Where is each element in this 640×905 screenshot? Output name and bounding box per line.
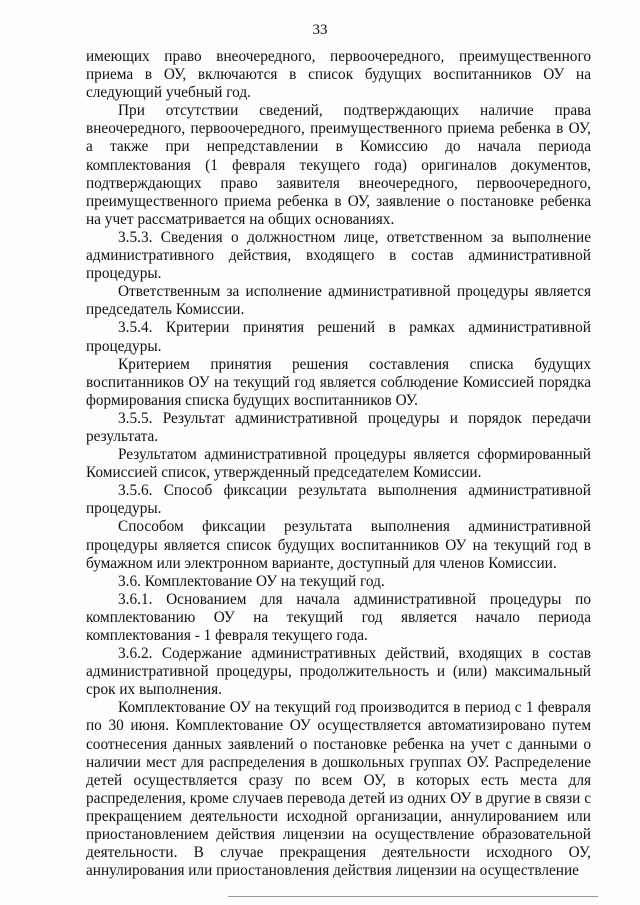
paragraph: Результатом административной процедуры является сформированный Комиссией список, утвержденный председателем Комиссии. <box>86 446 591 482</box>
paragraph: Комплектование ОУ на текущий год производится в период с 1 февраля по 30 июня. Комплектование ОУ осуществляется автоматизировано путем соотнесения данных заявлений о постановке ребенка на учет с данными о наличии мест для распределения в дошкольных группах ОУ. Распределение детей осуществляется сразу по всем ОУ, в которых есть места для распределения, кроме случаев перевода детей из одних ОУ в другие в связи с прекращением деятельности исходной организации, аннулированием или приостановлением действия лицензии на осуществление образовательной деятельности. В случае прекращения деятельности исходного ОУ, аннулирования или приостановления действия лицензии на осуществление <box>86 699 591 880</box>
paragraph: 3.5.6. Способ фиксации результата выполнения административной процедуры. <box>86 482 591 518</box>
paragraph: 3.6.1. Основанием для начала административной процедуры по комплектованию ОУ на текущий год является начало периода комплектования - 1 февраля текущего года. <box>86 590 591 644</box>
scan-edge-line <box>228 896 598 897</box>
paragraph: 3.6.2. Содержание административных действий, входящих в состав административной процедуры, продолжительность и (или) максимальный срок их выполнения. <box>86 645 591 699</box>
paragraph: 3.5.4. Критерии принятия решений в рамках административной процедуры. <box>86 319 591 355</box>
paragraph: При отсутствии сведений, подтверждающих наличие права внеочередного, первоочередного, преимущественного приема ребенка в ОУ, а также при непредставлении в Комиссию до начала периода комплектования (1 февраля текущего года) оригиналов документов, подтверждающих право заявителя внеочередного, первоочередного, преимущественного приема ребенка в ОУ, заявление о постановке ребенка на учет рассматривается на общих основаниях. <box>86 102 591 228</box>
paragraph: Критерием принятия решения составления списка будущих воспитанников ОУ на текущий год является соблюдение Комиссией порядка формирования списка будущих воспитанников ОУ. <box>86 355 591 409</box>
paragraph: 3.5.3. Сведения о должностном лице, ответственном за выполнение административного действия, входящего в состав административной процедуры. <box>86 228 591 283</box>
page-number: 33 <box>312 22 328 38</box>
paragraph: имеющих право внеочередного, первоочередного, преимущественного приема в ОУ, включаются в список будущих воспитанников ОУ на следующий учебный год. <box>86 48 591 102</box>
paragraph: 3.5.5. Результат административной процедуры и порядок передачи результата. <box>86 409 591 445</box>
paragraph: Способом фиксации результата выполнения административной процедуры является список будущих воспитанников ОУ на текущий год в бумажном или электронном варианте, доступный для членов Комиссии. <box>86 518 591 572</box>
paragraph: 3.6. Комплектование ОУ на текущий год. <box>118 572 385 590</box>
document-body <box>86 48 591 880</box>
paragraph: Ответственным за исполнение административной процедуры является председатель Комиссии. <box>86 283 591 319</box>
